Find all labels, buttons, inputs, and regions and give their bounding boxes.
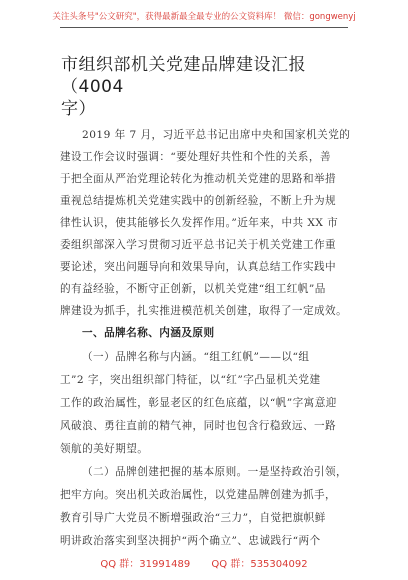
contact-footer [0,558,408,572]
document-title [61,54,357,120]
body-line: 把牢方向。突出机关政治属性，以党建品牌创建为抓手， [60,489,337,501]
body-line: 律性认识，使其能够长久发挥作用。”近年来，中共 XX 市 [60,217,339,229]
header-divider [60,27,348,28]
body-line: 教育引导广大党员不断增强政治“三力”，自觉把旗帜鲜 [60,512,326,524]
body-line: （二）品牌创建把握的基本原则。一是坚持政治引领， [82,466,348,478]
body-line: 明讲政治落实到坚决拥护“两个确立”、忠诚践行“两个 [60,535,321,547]
body-line: 建设工作会议时强调：“要处理好共性和个性的关系，善 [60,151,331,163]
body-line: 2019 年 7 月，习近平总书记出席中央和国家机关党的 [82,129,351,141]
body-line: 要论述，突出问题导向和效果导向，认真总结工作实践中 [60,261,337,273]
section-heading: 一、品牌名称、内涵及原则 [82,327,215,339]
qq-group-right: QQ 群：535304092 [211,559,308,570]
body-line: （一）品牌名称与内涵。“组工红帆”——以“组 [82,351,310,363]
body-line: 的有益经验，不断守正创新，以机关党建“组工红帆”品 [60,283,326,295]
promo-banner: 关注头条号"公文研究"，获得最新最全最专业的公文资料库！ 微信：gongwenyj [52,12,356,22]
body-line: 重视总结提炼机关党建实践中的创新经验，不断上升为规 [60,195,337,207]
title-line: 市组织部机关党建品牌建设汇报（4004 [61,55,306,97]
qq-group-left: QQ 群：31991489 [100,559,191,570]
title-line: 字） [61,99,96,119]
body-line: 于把全面从严治党理论转化为推动机关党建的思路和举措 [60,173,337,185]
body-line: 牌建设为抓手，扎实推进模范机关创建，取得了一定成效。 [60,305,348,317]
body-line: 风破浪、勇往直前的精气神，同时也包含行稳致远、一路 [60,420,337,432]
body-line: 工”2 字，突出组织部门特征，以“红”字凸显机关党建 [60,374,321,386]
body-line: 委组织部深入学习贯彻习近平总书记关于机关党建工作重 [60,239,337,251]
body-line: 领航的美好期望。 [60,443,149,455]
body-line: 工作的政治属性，彰显老区的红色底蕴，以“帆”字寓意迎 [60,397,337,409]
